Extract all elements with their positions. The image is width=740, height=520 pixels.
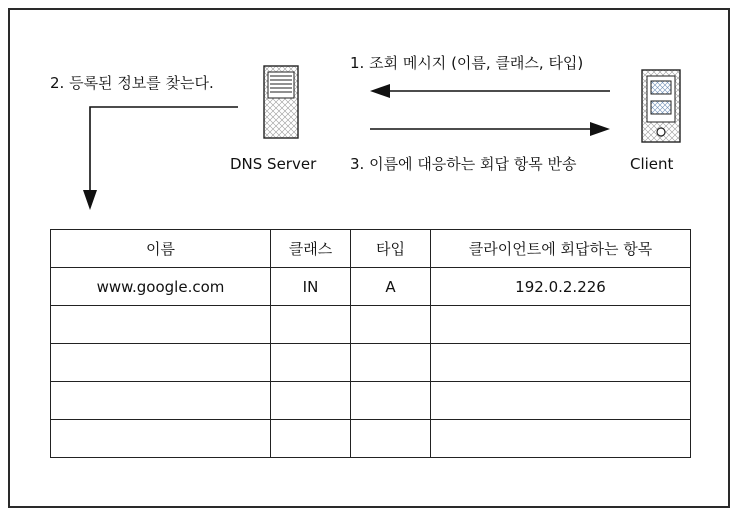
cell-class: IN	[271, 268, 351, 306]
client-device-icon	[642, 70, 680, 142]
cell-type	[351, 420, 431, 458]
table-row	[51, 382, 691, 420]
query-arrow	[370, 84, 610, 98]
resource-record-table	[50, 229, 691, 458]
cell-answer	[431, 420, 691, 458]
cell-answer	[431, 306, 691, 344]
cell-name	[51, 382, 271, 420]
cell-name	[51, 420, 271, 458]
cell-answer: 192.0.2.226	[431, 268, 691, 306]
step3-label: 3. 이름에 대응하는 회답 항목 반송	[350, 155, 577, 173]
header-class: 클래스	[271, 230, 351, 268]
cell-name	[51, 306, 271, 344]
cell-class	[271, 420, 351, 458]
table-row	[51, 420, 691, 458]
table-row	[51, 268, 691, 306]
cell-class	[271, 344, 351, 382]
table-header-row	[51, 230, 691, 268]
table-row	[51, 344, 691, 382]
cell-answer	[431, 344, 691, 382]
cell-class	[271, 306, 351, 344]
cell-class	[271, 382, 351, 420]
header-answer: 클라이언트에 회답하는 항목	[431, 230, 691, 268]
header-type: 타입	[351, 230, 431, 268]
cell-name	[51, 344, 271, 382]
server-label: DNS Server	[230, 155, 317, 173]
server-icon	[264, 66, 298, 138]
table-row	[51, 306, 691, 344]
step2-label: 2. 등록된 정보를 찾는다.	[50, 74, 214, 92]
header-name: 이름	[51, 230, 271, 268]
lookup-arrow	[83, 107, 238, 210]
cell-type	[351, 382, 431, 420]
step1-label: 1. 조회 메시지 (이름, 클래스, 타입)	[350, 54, 584, 72]
client-label: Client	[630, 155, 674, 173]
cell-type: A	[351, 268, 431, 306]
cell-name: www.google.com	[51, 268, 271, 306]
cell-type	[351, 306, 431, 344]
cell-answer	[431, 382, 691, 420]
cell-type	[351, 344, 431, 382]
response-arrow	[370, 122, 610, 136]
